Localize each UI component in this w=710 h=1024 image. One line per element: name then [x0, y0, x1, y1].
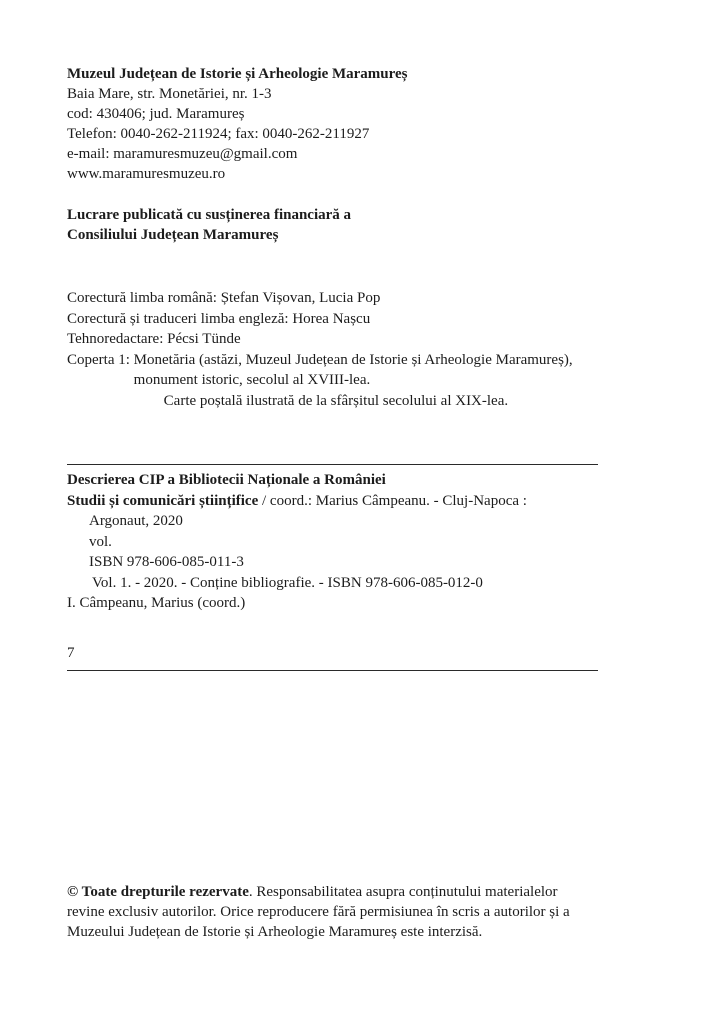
typesetting-credit: Tehnoredactare: Pécsi Tünde: [67, 331, 241, 347]
cip-isbn: ISBN 978-606-085-011-3: [89, 554, 244, 570]
cip-class-number: 7: [67, 645, 75, 661]
copyright-line-3: Muzeului Județean de Istorie și Arheologie Maramureș este interzisă.: [67, 924, 483, 940]
publisher-website: www.maramuresmuzeu.ro: [67, 166, 226, 182]
english-proofreading: Corectură și traduceri limba engleză: Horea Nașcu: [67, 310, 371, 327]
romanian-proofreading: Corectură limba română: Ștefan Vișovan, Lucia Pop: [67, 290, 381, 306]
cip-vol: vol.: [89, 533, 112, 550]
cip-title-line: [67, 491, 650, 512]
credits: [67, 288, 650, 411]
cover-line-2: monument istoric, secolul al XVIII-lea.: [133, 372, 371, 388]
cover-description: [134, 350, 573, 412]
publisher-email: e-mail: maramuresmuzeu@gmail.com: [67, 146, 298, 162]
cip-title: Studii și comunicări științifice: [67, 492, 259, 509]
funding-line-2: Consiliului Județean Maramureș: [67, 227, 279, 243]
cover-line-1: Monetăria (astăzi, Muzeul Județean de Istorie și Arheologie Maramureș),: [133, 351, 573, 368]
copyright-line-2: revine exclusiv autorilor. Orice reproducere fără permisiunea în scris a autorilor și a: [67, 904, 570, 920]
publisher-name: Muzeul Județean de Istorie și Arheologie Maramureș: [67, 66, 408, 82]
copyright-line-1: [67, 882, 657, 902]
publisher-phone: Telefon: 0040-262-211924; fax: 0040-262-211927: [67, 126, 370, 142]
funding-line-1: Lucrare publicată cu susținerea financiară a: [67, 207, 352, 223]
publisher-info: [67, 64, 650, 184]
publisher-postal-code: cod: 430406; jud. Maramureș: [67, 106, 245, 122]
cover-line-3: Carte poștală ilustrată de la sfârșitul secolului al XIX-lea.: [163, 392, 509, 409]
cip-heading: Descrierea CIP a Bibliotecii Naționale a României: [67, 472, 386, 488]
copyright-line-1-rest: . Responsabilitatea asupra conținutului materialelor: [248, 884, 558, 900]
copyright-notice: [67, 882, 657, 942]
cover-label: Coperta 1:: [67, 351, 134, 368]
cip-person: I. Câmpeanu, Marius (coord.): [67, 595, 246, 611]
cip-top-rule: [67, 464, 598, 465]
cip-volume-1: Vol. 1. - 2020. - Conține bibliografie. - ISBN 978-606-085-012-0: [92, 574, 483, 591]
publisher-address: Baia Mare, str. Monetăriei, nr. 1-3: [67, 86, 272, 102]
cip-bottom-rule: [67, 670, 598, 671]
cip-publisher-year: Argonaut, 2020: [89, 513, 183, 529]
cover-credit: [67, 350, 650, 412]
cip-title-rest: / coord.: Marius Câmpeanu. - Cluj-Napoca :: [258, 492, 527, 509]
funding-note: [67, 205, 650, 245]
cip-description: [67, 470, 650, 614]
copyright-label: © Toate drepturile rezervate: [67, 884, 249, 900]
